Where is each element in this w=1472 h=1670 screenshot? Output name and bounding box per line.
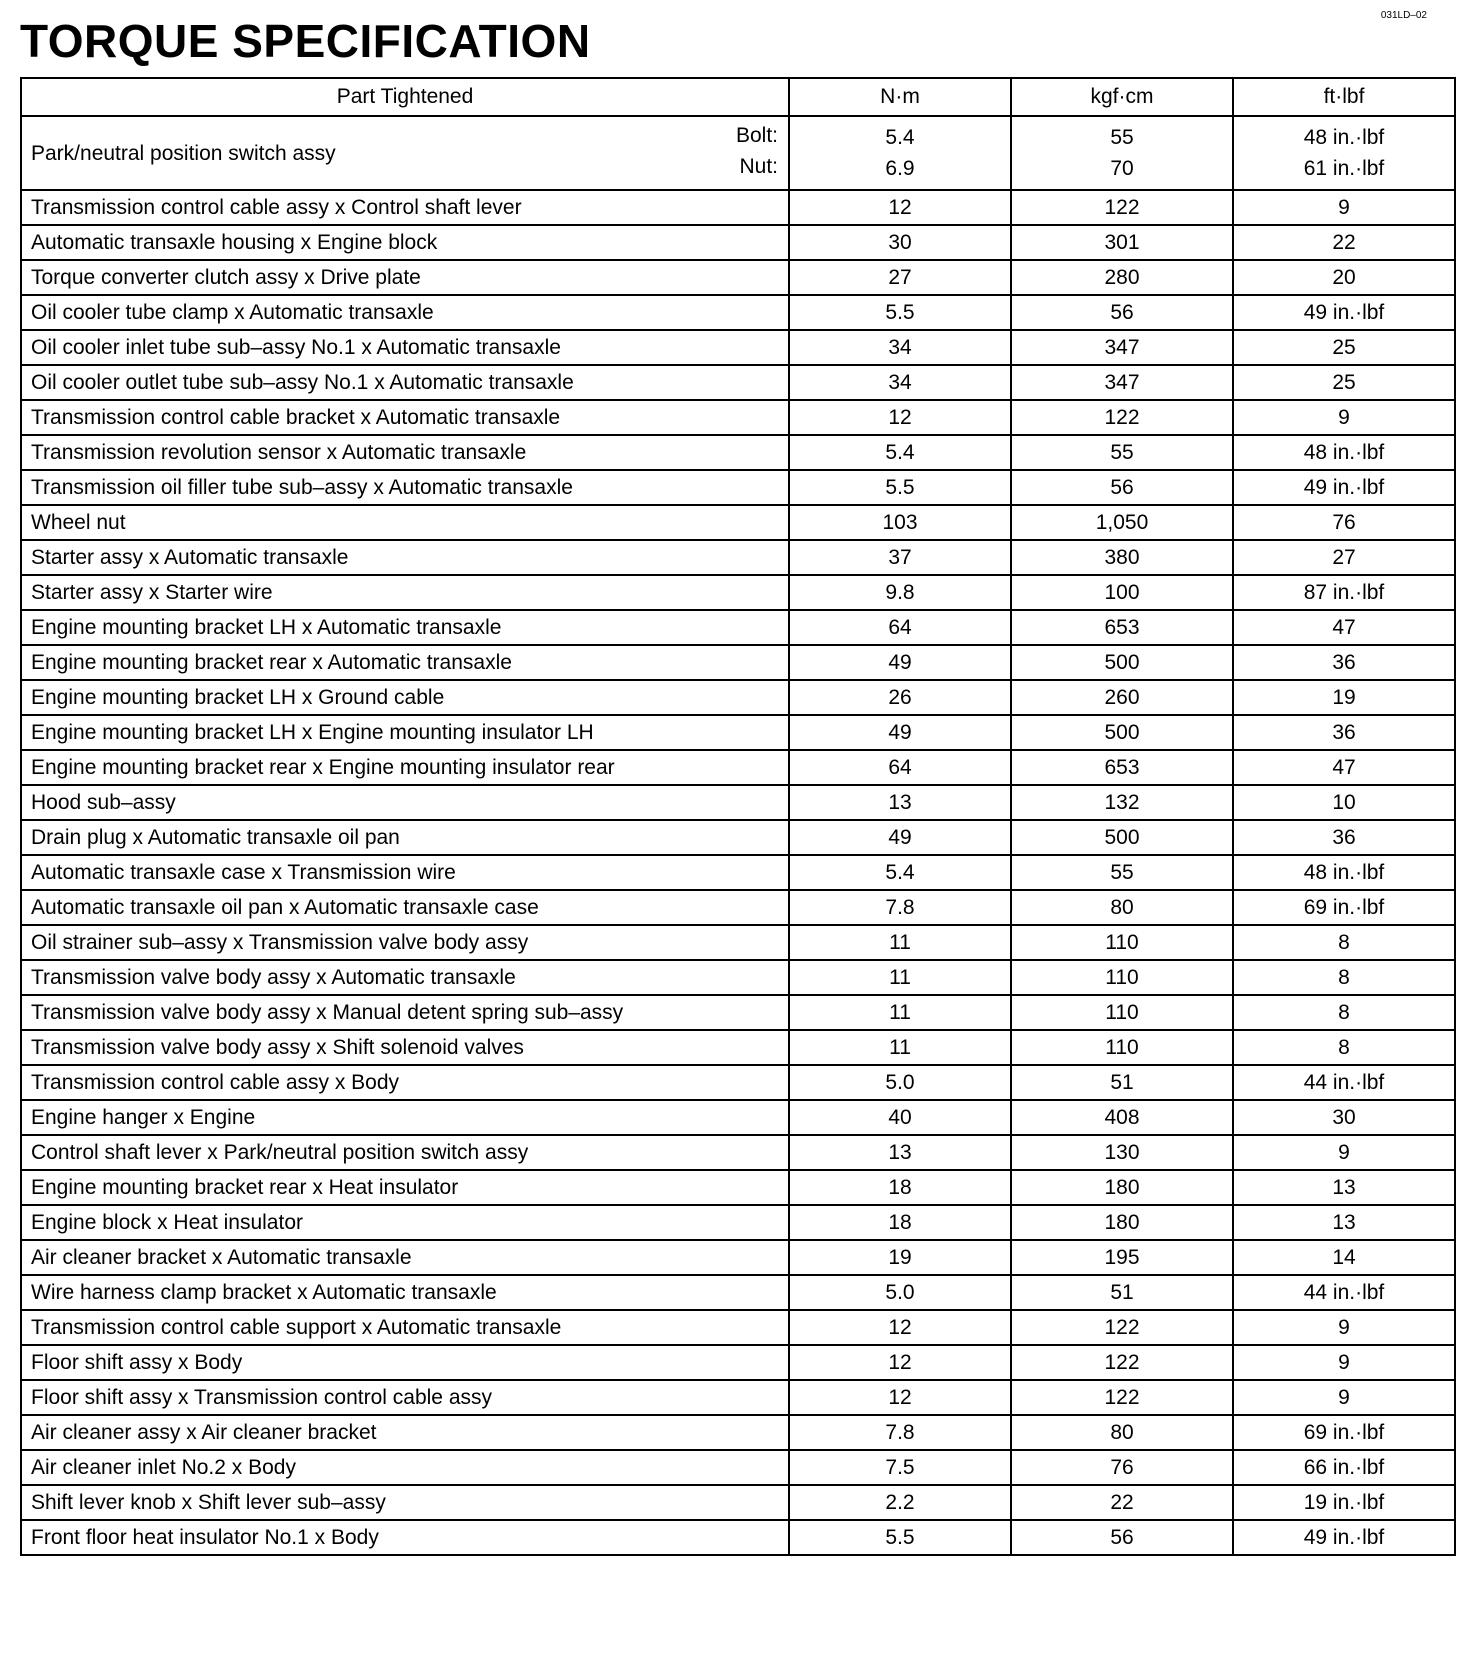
nm-cell: 18 [789, 1205, 1011, 1240]
table-row [21, 1380, 1455, 1415]
ft-cell: 8 [1233, 960, 1455, 995]
ft-cell: 9 [1233, 190, 1455, 225]
nm-cell: 12 [789, 1345, 1011, 1380]
table-row [21, 645, 1455, 680]
ft-cell: 8 [1233, 1030, 1455, 1065]
ft-cell: 9 [1233, 1135, 1455, 1170]
nm-cell: 11 [789, 1030, 1011, 1065]
nm-value: 5.4 [885, 126, 915, 149]
table-row [21, 1170, 1455, 1205]
nm-cell: 26 [789, 680, 1011, 715]
ft-cell: 8 [1233, 925, 1455, 960]
part-cell: Transmission control cable assy x Control shaft lever [21, 190, 789, 225]
ft-cell: 19 [1233, 680, 1455, 715]
header-nm: N·m [789, 78, 1011, 116]
ft-cell: 48 in.·lbf [1233, 435, 1455, 470]
part-cell: Engine mounting bracket LH x Ground cable [21, 680, 789, 715]
ft-cell: 66 in.·lbf [1233, 1450, 1455, 1485]
kgf-cell: 280 [1011, 260, 1233, 295]
ft-cell: 25 [1233, 365, 1455, 400]
part-cell [21, 116, 789, 190]
nm-cell: 40 [789, 1100, 1011, 1135]
kgf-cell: 408 [1011, 1100, 1233, 1135]
ft-cell: 13 [1233, 1205, 1455, 1240]
part-cell: Engine mounting bracket rear x Automatic transaxle [21, 645, 789, 680]
nm-cell: 27 [789, 260, 1011, 295]
kgf-cell: 653 [1011, 610, 1233, 645]
part-cell: Drain plug x Automatic transaxle oil pan [21, 820, 789, 855]
part-cell: Transmission control cable support x Automatic transaxle [21, 1310, 789, 1345]
kgf-cell: 500 [1011, 820, 1233, 855]
ft-cell: 49 in.·lbf [1233, 1520, 1455, 1555]
kgf-cell: 122 [1011, 1345, 1233, 1380]
kgf-cell: 22 [1011, 1485, 1233, 1520]
table-row [21, 116, 1455, 190]
nm-cell: 5.4 [789, 855, 1011, 890]
ft-cell: 9 [1233, 1380, 1455, 1415]
nm-value: 6.9 [885, 157, 915, 180]
nm-cell: 12 [789, 400, 1011, 435]
part-cell: Front floor heat insulator No.1 x Body [21, 1520, 789, 1555]
nm-cell: 34 [789, 330, 1011, 365]
table-row [21, 995, 1455, 1030]
ft-cell: 49 in.·lbf [1233, 470, 1455, 505]
table-row [21, 225, 1455, 260]
nm-cell: 19 [789, 1240, 1011, 1275]
table-row [21, 470, 1455, 505]
ft-cell: 87 in.·lbf [1233, 575, 1455, 610]
table-row [21, 960, 1455, 995]
part-cell: Shift lever knob x Shift lever sub–assy [21, 1485, 789, 1520]
table-row [21, 365, 1455, 400]
ft-value: 48 in.·lbf [1303, 126, 1385, 149]
table-row [21, 435, 1455, 470]
part-cell: Engine mounting bracket LH x Automatic transaxle [21, 610, 789, 645]
kgf-cell: 180 [1011, 1205, 1233, 1240]
part-cell: Wheel nut [21, 505, 789, 540]
kgf-cell: 110 [1011, 925, 1233, 960]
table-row [21, 505, 1455, 540]
kgf-cell: 380 [1011, 540, 1233, 575]
kgf-cell: 122 [1011, 400, 1233, 435]
nm-cell: 5.4 [789, 435, 1011, 470]
ft-cell: 48 in.·lbf [1233, 855, 1455, 890]
nm-cell: 11 [789, 995, 1011, 1030]
ft-cell: 69 in.·lbf [1233, 1415, 1455, 1450]
part-cell: Transmission revolution sensor x Automatic transaxle [21, 435, 789, 470]
part-cell: Automatic transaxle oil pan x Automatic transaxle case [21, 890, 789, 925]
table-row [21, 1030, 1455, 1065]
part-cell: Floor shift assy x Body [21, 1345, 789, 1380]
kgf-cell: 1,050 [1011, 505, 1233, 540]
part-cell: Starter assy x Automatic transaxle [21, 540, 789, 575]
part-cell: Oil strainer sub–assy x Transmission valve body assy [21, 925, 789, 960]
kgf-value: 55 [1110, 126, 1134, 149]
table-row [21, 890, 1455, 925]
header-ft-lbf: ft·lbf [1233, 78, 1455, 116]
kgf-cell: 347 [1011, 365, 1233, 400]
ft-cell: 25 [1233, 330, 1455, 365]
part-cell: Control shaft lever x Park/neutral position switch assy [21, 1135, 789, 1170]
kgf-cell: 55 [1011, 855, 1233, 890]
table-row [21, 1485, 1455, 1520]
table-row [21, 1345, 1455, 1380]
ft-cell: 47 [1233, 750, 1455, 785]
nm-cell: 7.8 [789, 1415, 1011, 1450]
ft-cell: 69 in.·lbf [1233, 890, 1455, 925]
ft-value: 61 in.·lbf [1303, 157, 1385, 180]
kgf-cell: 56 [1011, 1520, 1233, 1555]
ft-cell: 8 [1233, 995, 1455, 1030]
nut-label: Nut: [739, 155, 778, 178]
ft-cell: 27 [1233, 540, 1455, 575]
table-body [21, 116, 1455, 1555]
part-cell: Transmission control cable bracket x Automatic transaxle [21, 400, 789, 435]
kgf-cell: 653 [1011, 750, 1233, 785]
part-cell: Transmission oil filler tube sub–assy x Automatic transaxle [21, 470, 789, 505]
nm-cell: 13 [789, 785, 1011, 820]
kgf-cell: 100 [1011, 575, 1233, 610]
table-row [21, 190, 1455, 225]
ft-cell: 13 [1233, 1170, 1455, 1205]
ft-cell: 44 in.·lbf [1233, 1275, 1455, 1310]
nm-cell: 7.8 [789, 890, 1011, 925]
ft-cell: 76 [1233, 505, 1455, 540]
table-row [21, 680, 1455, 715]
nm-cell: 37 [789, 540, 1011, 575]
kgf-cell: 122 [1011, 1380, 1233, 1415]
ft-cell: 49 in.·lbf [1233, 295, 1455, 330]
part-cell: Hood sub–assy [21, 785, 789, 820]
nm-cell: 5.0 [789, 1065, 1011, 1100]
kgf-cell: 51 [1011, 1065, 1233, 1100]
part-cell: Transmission control cable assy x Body [21, 1065, 789, 1100]
part-cell: Automatic transaxle housing x Engine block [21, 225, 789, 260]
table-row [21, 400, 1455, 435]
nm-cell: 12 [789, 1380, 1011, 1415]
header-row [21, 78, 1455, 116]
nm-cell [789, 116, 1011, 190]
part-name: Park/neutral position switch assy [31, 141, 336, 165]
ft-cell: 9 [1233, 1345, 1455, 1380]
header-part-tightened: Part Tightened [21, 78, 789, 116]
part-cell: Air cleaner bracket x Automatic transaxle [21, 1240, 789, 1275]
nm-cell: 5.5 [789, 1520, 1011, 1555]
ft-cell [1233, 116, 1455, 190]
kgf-cell: 500 [1011, 715, 1233, 750]
ft-cell: 14 [1233, 1240, 1455, 1275]
nm-cell: 12 [789, 1310, 1011, 1345]
table-row [21, 820, 1455, 855]
table-row [21, 1520, 1455, 1555]
table-row [21, 1415, 1455, 1450]
ft-cell: 36 [1233, 645, 1455, 680]
part-cell: Oil cooler outlet tube sub–assy No.1 x Automatic transaxle [21, 365, 789, 400]
part-cell: Transmission valve body assy x Manual detent spring sub–assy [21, 995, 789, 1030]
nm-cell: 12 [789, 190, 1011, 225]
part-cell: Transmission valve body assy x Automatic transaxle [21, 960, 789, 995]
ft-cell: 44 in.·lbf [1233, 1065, 1455, 1100]
kgf-cell: 301 [1011, 225, 1233, 260]
kgf-cell: 110 [1011, 960, 1233, 995]
kgf-cell: 260 [1011, 680, 1233, 715]
kgf-cell: 180 [1011, 1170, 1233, 1205]
kgf-cell: 122 [1011, 1310, 1233, 1345]
part-cell: Engine mounting bracket rear x Heat insulator [21, 1170, 789, 1205]
ft-cell: 36 [1233, 820, 1455, 855]
ft-cell: 22 [1233, 225, 1455, 260]
nm-cell: 5.5 [789, 295, 1011, 330]
table-row [21, 925, 1455, 960]
kgf-cell [1011, 116, 1233, 190]
nm-cell: 30 [789, 225, 1011, 260]
part-cell: Automatic transaxle case x Transmission wire [21, 855, 789, 890]
table-header [21, 78, 1455, 116]
part-cell: Engine mounting bracket LH x Engine mounting insulator LH [21, 715, 789, 750]
part-cell: Engine block x Heat insulator [21, 1205, 789, 1240]
part-cell: Torque converter clutch assy x Drive plate [21, 260, 789, 295]
kgf-cell: 80 [1011, 890, 1233, 925]
nm-cell: 18 [789, 1170, 1011, 1205]
nm-cell: 49 [789, 715, 1011, 750]
nm-cell: 64 [789, 610, 1011, 645]
table-row [21, 575, 1455, 610]
kgf-cell: 347 [1011, 330, 1233, 365]
part-cell: Air cleaner inlet No.2 x Body [21, 1450, 789, 1485]
nm-cell: 11 [789, 960, 1011, 995]
nm-cell: 49 [789, 645, 1011, 680]
table-row [21, 1450, 1455, 1485]
ft-cell: 36 [1233, 715, 1455, 750]
part-cell: Oil cooler inlet tube sub–assy No.1 x Automatic transaxle [21, 330, 789, 365]
table-row [21, 1275, 1455, 1310]
ft-cell: 19 in.·lbf [1233, 1485, 1455, 1520]
nm-cell: 49 [789, 820, 1011, 855]
kgf-cell: 76 [1011, 1450, 1233, 1485]
part-cell: Air cleaner assy x Air cleaner bracket [21, 1415, 789, 1450]
part-cell: Floor shift assy x Transmission control cable assy [21, 1380, 789, 1415]
fastener-labels [736, 120, 778, 182]
nm-cell: 9.8 [789, 575, 1011, 610]
nm-cell: 7.5 [789, 1450, 1011, 1485]
kgf-cell: 110 [1011, 995, 1233, 1030]
table-row [21, 855, 1455, 890]
table-row [21, 260, 1455, 295]
part-cell: Wire harness clamp bracket x Automatic transaxle [21, 1275, 789, 1310]
part-cell: Transmission valve body assy x Shift solenoid valves [21, 1030, 789, 1065]
table-row [21, 610, 1455, 645]
nm-cell: 5.5 [789, 470, 1011, 505]
table-row [21, 1100, 1455, 1135]
header-kgf-cm: kgf·cm [1011, 78, 1233, 116]
ft-cell: 20 [1233, 260, 1455, 295]
table-row [21, 715, 1455, 750]
ft-cell: 9 [1233, 1310, 1455, 1345]
table-row [21, 295, 1455, 330]
kgf-cell: 55 [1011, 435, 1233, 470]
table-row [21, 1205, 1455, 1240]
torque-spec-table [20, 77, 1456, 1556]
nm-cell: 11 [789, 925, 1011, 960]
table-row [21, 785, 1455, 820]
table-row [21, 1065, 1455, 1100]
kgf-cell: 500 [1011, 645, 1233, 680]
table-row [21, 1240, 1455, 1275]
nm-cell: 103 [789, 505, 1011, 540]
kgf-cell: 122 [1011, 190, 1233, 225]
kgf-cell: 130 [1011, 1135, 1233, 1170]
ft-cell: 30 [1233, 1100, 1455, 1135]
nm-cell: 2.2 [789, 1485, 1011, 1520]
ft-cell: 10 [1233, 785, 1455, 820]
kgf-cell: 51 [1011, 1275, 1233, 1310]
kgf-cell: 56 [1011, 470, 1233, 505]
page-title: TORQUE SPECIFICATION [20, 15, 591, 67]
nm-cell: 13 [789, 1135, 1011, 1170]
table-row [21, 330, 1455, 365]
table-row [21, 540, 1455, 575]
kgf-cell: 195 [1011, 1240, 1233, 1275]
kgf-cell: 80 [1011, 1415, 1233, 1450]
ft-cell: 47 [1233, 610, 1455, 645]
table-row [21, 750, 1455, 785]
part-cell: Engine mounting bracket rear x Engine mounting insulator rear [21, 750, 789, 785]
kgf-value: 70 [1110, 157, 1134, 180]
nm-cell: 5.0 [789, 1275, 1011, 1310]
kgf-cell: 110 [1011, 1030, 1233, 1065]
kgf-cell: 56 [1011, 295, 1233, 330]
nm-cell: 34 [789, 365, 1011, 400]
part-cell: Oil cooler tube clamp x Automatic transaxle [21, 295, 789, 330]
table-row [21, 1310, 1455, 1345]
kgf-cell: 132 [1011, 785, 1233, 820]
part-cell: Engine hanger x Engine [21, 1100, 789, 1135]
ft-cell: 9 [1233, 400, 1455, 435]
bolt-label: Bolt: [735, 124, 778, 147]
table-row [21, 1135, 1455, 1170]
document-code: 031LD–02 [1380, 10, 1427, 21]
nm-cell: 64 [789, 750, 1011, 785]
part-cell: Starter assy x Starter wire [21, 575, 789, 610]
